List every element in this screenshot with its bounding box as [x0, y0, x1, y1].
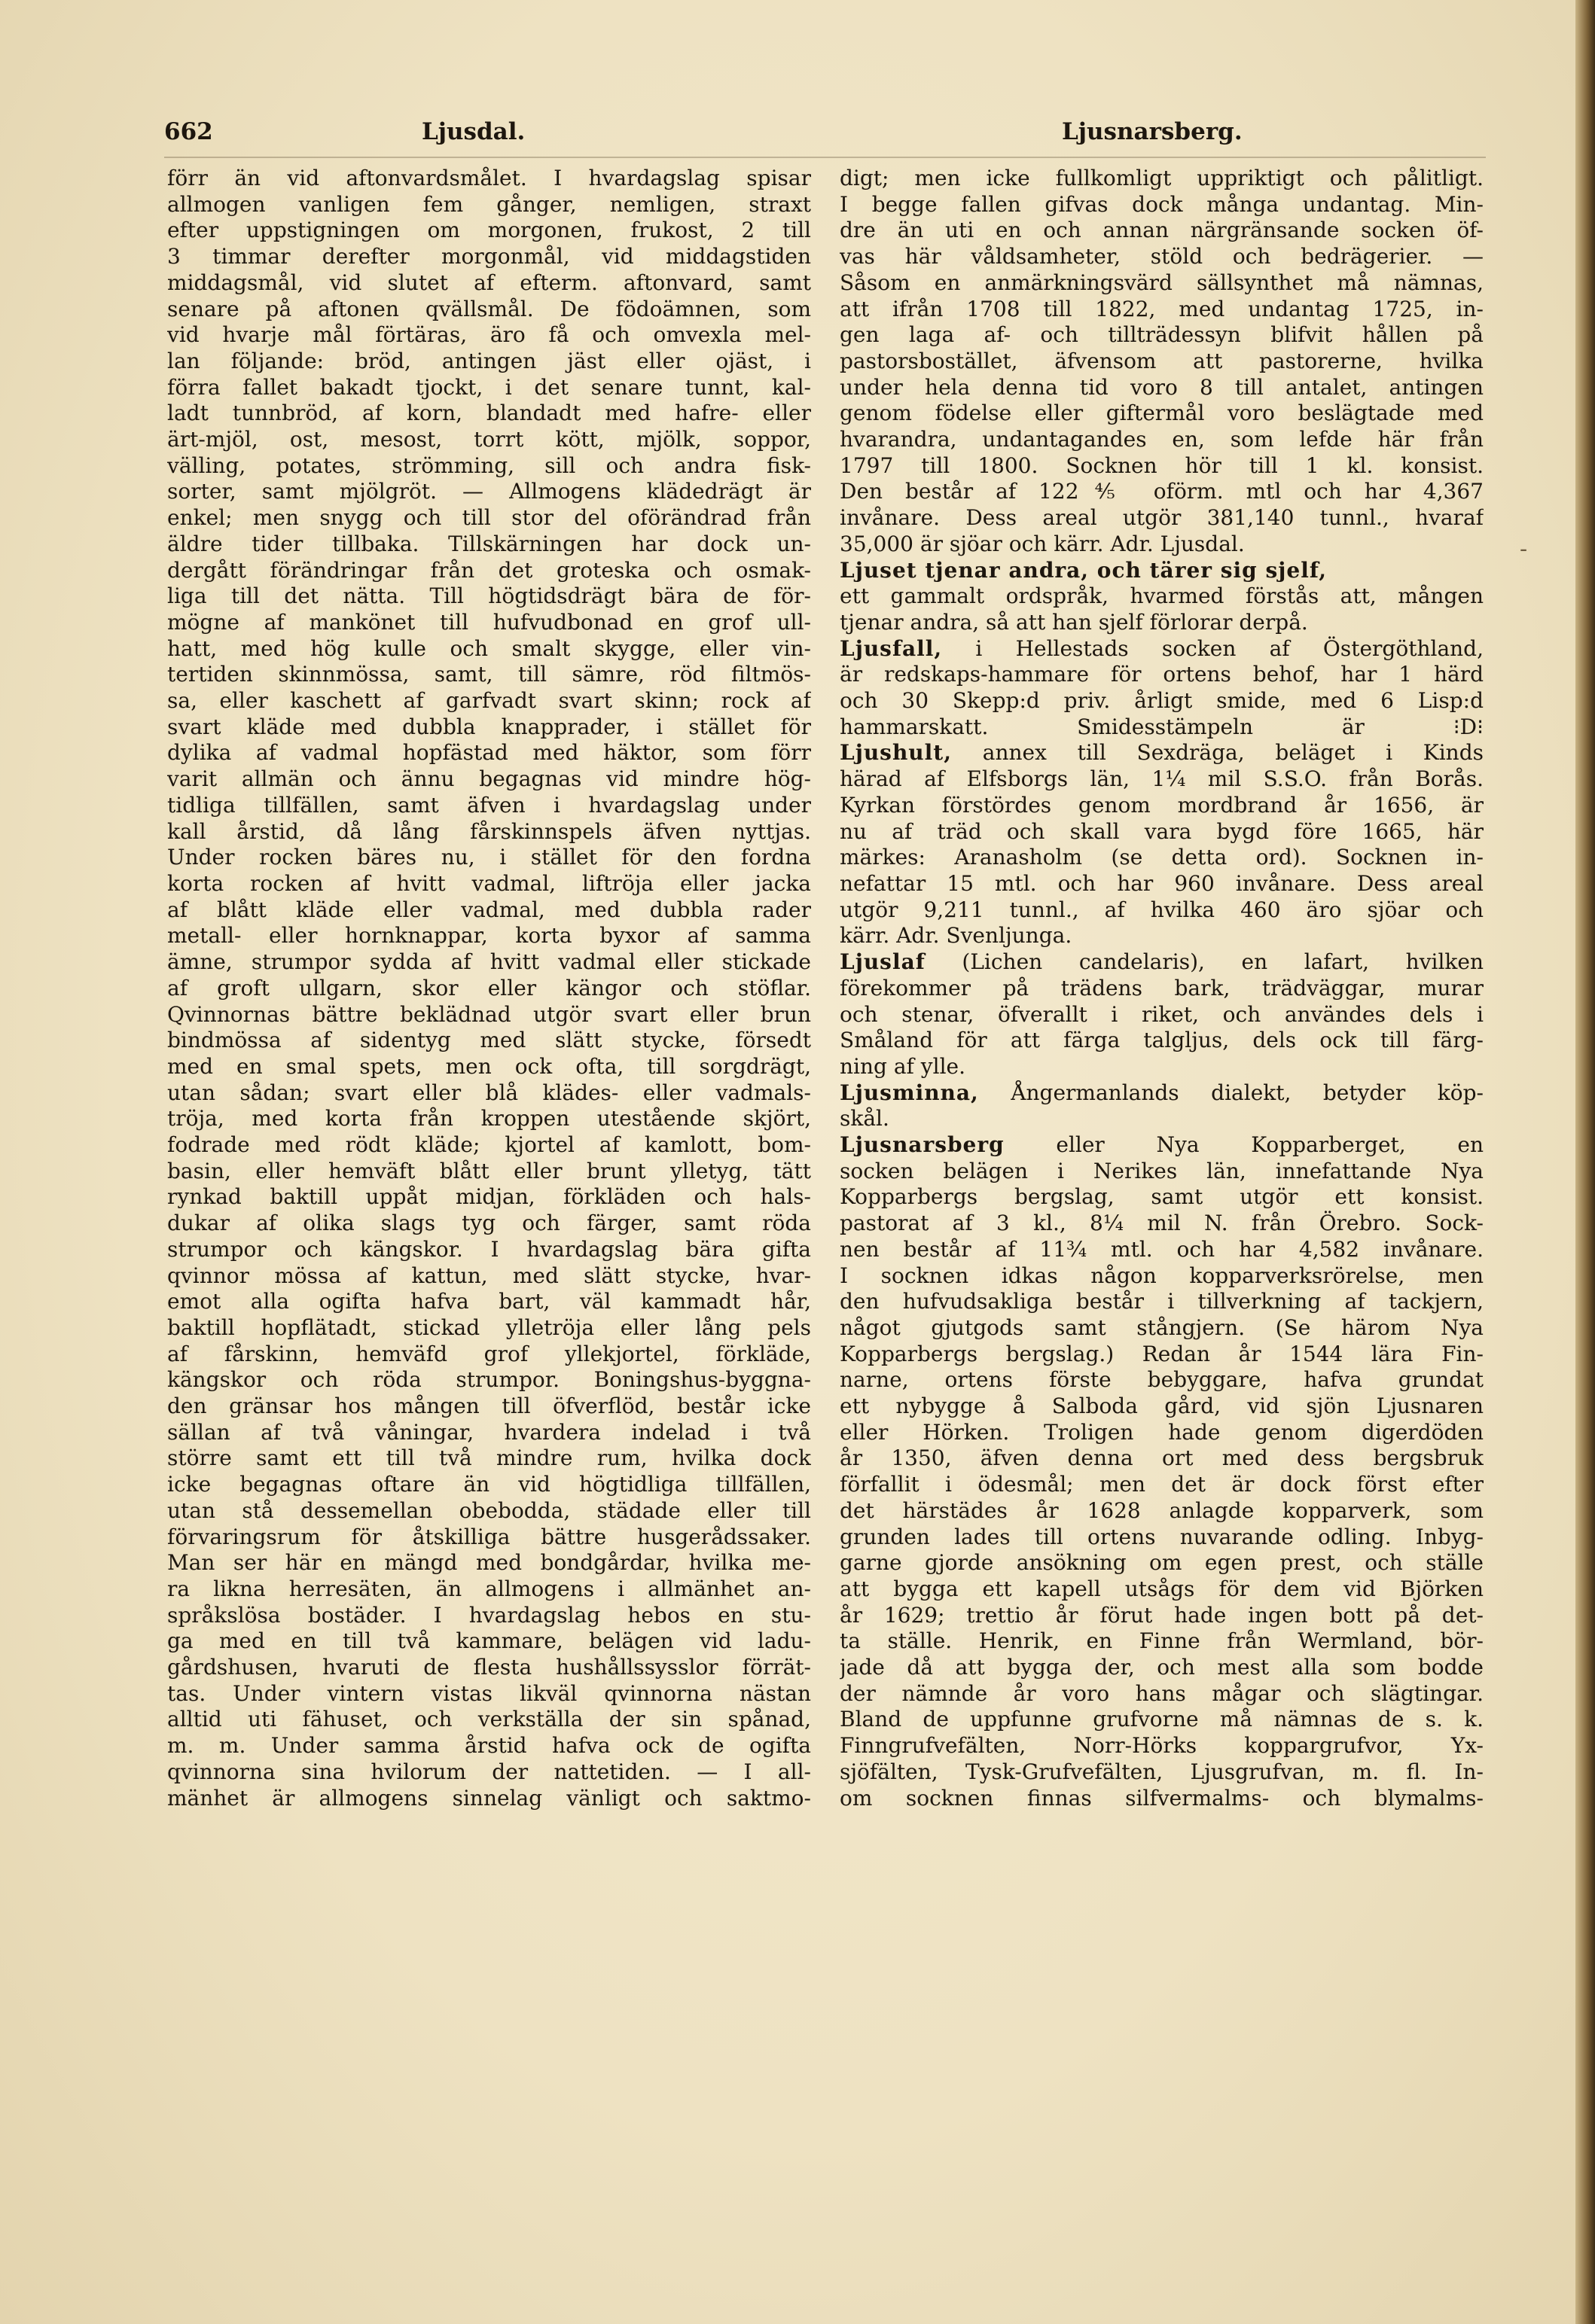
entry-text: I socknen idkas någon kopparverksrörelse, men [840, 1263, 1484, 1288]
text-line: varit allmän och ännu begagnas vid mindre hög- [167, 766, 811, 792]
text-line: rynkad baktill uppåt midjan, förkläden och hals- [167, 1184, 811, 1210]
text-line [840, 401, 1484, 427]
text-line: icke begagnas oftare än vid högtidliga tillfällen, [167, 1472, 811, 1497]
text-line [840, 166, 1484, 192]
entry-text: utgör 9,211 tunnl., af hvilka 460 äro sjöar och [840, 897, 1484, 922]
entry-text: digt; men icke fullkomligt uppriktigt och pålitligt. [840, 166, 1484, 190]
text-line: gårdshusen, hvaruti de flesta hushållssysslor förrät- [167, 1655, 811, 1680]
text-line: fodrade med rödt kläde; kjortel af kamlott, bom- [167, 1132, 811, 1158]
text-line [840, 1080, 1484, 1107]
text-line [840, 1342, 1484, 1368]
text-line: baktill hopflätadt, stickad ylletröja eller lång pels [167, 1314, 811, 1340]
text-line [840, 375, 1484, 401]
text-line [840, 192, 1484, 218]
text-line [840, 1367, 1484, 1393]
text-line: kall årstid, då lång fårskinnspels äfven nyttjas. [167, 818, 811, 844]
text-line: mögne af mankönet till hufvudbonad en grof ull- [167, 609, 811, 635]
text-line: hatt, med hög kulle och smalt skygge, eller vin- [167, 635, 811, 661]
text-line [840, 740, 1484, 766]
text-line [840, 453, 1484, 480]
text-line: ra likna herresäten, än allmogens i allmänhet an- [167, 1576, 811, 1601]
text-line: tröja, med korta från kroppen utestående skjört, [167, 1106, 811, 1132]
text-line [840, 871, 1484, 897]
entry-text: år 1629; trettio år förut hade ingen bott på det- [840, 1602, 1484, 1628]
text-line [840, 479, 1484, 505]
text-line: liga till det nätta. Till högtidsdrägt bära de för- [167, 583, 811, 609]
entry-text: förfallit i ödesmål; men det är dock först efter [840, 1472, 1484, 1497]
text-line: Man ser här en mängd med bondgårdar, hvilka me- [167, 1550, 811, 1576]
text-line: utan stå dessemellan obebodda, städade eller till [167, 1497, 811, 1523]
entry-text: ning af ylle. [840, 1053, 966, 1079]
entry-text: förekommer på trädens bark, trädväggar, murar [840, 975, 1484, 1001]
entry-headword: Ljusminna, [840, 1080, 979, 1105]
text-line: förvaringsrum för åtskilliga bättre husgerådssaker. [167, 1524, 811, 1549]
text-line: kängskor och röda strumpor. Boningshus-byggna- [167, 1367, 811, 1393]
entry-text: vas här våldsamheter, stöld och bedrägerier. — [840, 244, 1484, 270]
text-line [840, 1263, 1484, 1290]
text-line [840, 1445, 1484, 1472]
text-line: tidliga tillfällen, samt äfven i hvardagslag under [167, 792, 811, 818]
text-line [840, 558, 1484, 584]
text-line: m. m. Under samma årstid hafva ock de ogifta [167, 1733, 811, 1759]
entry-text: hammarskatt. Smidesstämpeln är ⁝D⁝ [840, 714, 1484, 739]
text-line: sorter, samt mjölgröt. — Allmogens klädedrägt är [167, 479, 811, 504]
entry-text: den hufvudsakliga består i tillverkning af tackjern, [840, 1289, 1484, 1314]
text-line [840, 1289, 1484, 1315]
entry-headword: Ljushult, [840, 740, 952, 766]
text-line: bindmössa af sidentyg med slätt stycke, försedt [167, 1028, 811, 1053]
entry-text: märkes: Aranasholm (se detta ord). Socknen in- [840, 845, 1484, 870]
entry-text: och stenar, öfverallt i riket, och användes dels i [840, 1001, 1484, 1027]
text-line [840, 1681, 1484, 1707]
entry-text: pastorat af 3 kl., 8¼ mil N. från Örebro. Sock- [840, 1211, 1484, 1236]
text-line: basin, eller hemväft blått eller brunt ylletyg, tätt [167, 1158, 811, 1183]
text-line: tas. Under vintern vistas likväl qvinnorna nästan [167, 1680, 811, 1706]
entry-text: (Lichen candelaris), en lafart, hvilken [925, 949, 1484, 975]
text-line [840, 636, 1484, 662]
text-line: större samt ett till två mindre rum, hvilka dock [167, 1445, 811, 1471]
text-line [840, 819, 1484, 845]
text-line [840, 505, 1484, 532]
entry-text: invånare. Dess areal utgör 381,140 tunnl., hvaraf [840, 505, 1484, 531]
entry-text: narne, ortens förste bebyggare, hafva grundat [840, 1367, 1484, 1393]
text-line [840, 714, 1484, 741]
text-line [840, 793, 1484, 819]
text-line [840, 766, 1484, 793]
running-head-left: Ljusdal. [422, 118, 526, 145]
entry-text: Småland för att färga talgljus, dels ock till färg- [840, 1028, 1484, 1053]
text-line: strumpor och kängskor. I hvardagslag bära gifta [167, 1236, 811, 1262]
text-line: dukar af olika slags tyg och färger, samt röda [167, 1211, 811, 1236]
entry-text: ta ställe. Henrik, en Finne från Wermland, bör- [840, 1628, 1484, 1654]
entry-text: under hela denna tid voro 8 till antalet, antingen [840, 374, 1484, 400]
entry-headword: Ljuslaf [840, 949, 926, 975]
entry-text: der nämnde år voro hans mågar och slägtingar. [840, 1680, 1484, 1706]
entry-text: grunden lades till ortens nuvarande odling. Inbyg- [840, 1524, 1484, 1549]
text-line: den gränsar hos mången till öfverflöd, består icke [167, 1393, 811, 1419]
entry-text: skål. [840, 1106, 889, 1132]
entry-text: annex till Sexdräga, beläget i Kinds [951, 740, 1484, 766]
text-line [840, 1237, 1484, 1263]
text-line: qvinnorna sina hvilorum der nattetiden. — I all- [167, 1759, 811, 1784]
text-line: efter uppstigningen om morgonen, frukost, 2 till [167, 218, 811, 243]
entry-text: Såsom en anmärkningsvärd sällsynthet må nämnas, [840, 270, 1484, 295]
text-line: äldre tider tillbaka. Tillskärningen har dock un- [167, 531, 811, 556]
text-line: vid hvarje mål förtäras, äro få och omvexla mel- [167, 322, 811, 348]
text-line: ämne, strumpor sydda af hvitt vadmal eller stickade [167, 949, 811, 975]
text-line: välling, potates, strömming, sill och andra fisk- [167, 452, 811, 478]
text-line: sa, eller kaschett af garfvadt svart skinn; rock af [167, 688, 811, 714]
text-line [840, 1707, 1484, 1733]
entry-text: 1797 till 1800. Socknen hör till 1 kl. konsist. [840, 452, 1484, 478]
text-line [840, 427, 1484, 453]
text-line: metall- eller hornknappar, korta byxor af samma [167, 923, 811, 949]
right-text-column [840, 166, 1484, 1811]
text-line: med en smal spets, men ock ofta, till sorgdrägt, [167, 1053, 811, 1079]
entry-text: genom födelse eller giftermål voro beslägtade med [840, 401, 1484, 426]
text-line [840, 1002, 1484, 1028]
entry-text: om socknen finnas silfvermalms- och blymalms- [840, 1785, 1484, 1811]
entry-text: I begge fallen gifvas dock många undantag. Min- [840, 191, 1484, 217]
text-line: lan följande: bröd, antingen jäst eller ojäst, i [167, 348, 811, 373]
entry-text: Kyrkan förstördes genom mordbrand år 1656, är [840, 792, 1484, 818]
text-line [840, 1420, 1484, 1446]
entry-text: dre än uti en och annan närgränsande socken öf- [840, 218, 1484, 243]
text-line: svart kläde med dubbla knapprader, i stället för [167, 714, 811, 739]
text-line: middagsmål, vid slutet af efterm. aftonvard, samt [167, 270, 811, 295]
entry-text: Ångermanlands dialekt, betyder köp- [978, 1080, 1484, 1105]
text-line: Under rocken bäres nu, i stället för den fordna [167, 845, 811, 870]
text-line [840, 1498, 1484, 1524]
text-line [840, 1132, 1484, 1159]
text-line [840, 897, 1484, 924]
entry-text: Kopparbergs bergslag, samt utgör ett konsist. [840, 1184, 1484, 1210]
text-line [840, 1603, 1484, 1629]
text-line [840, 1655, 1484, 1681]
text-line: enkel; men snygg och till stor del oförändrad från [167, 505, 811, 531]
entry-text: sjöfälten, Tysk-Grufvefälten, Ljusgrufvan, m. fl. In- [840, 1759, 1484, 1784]
text-line [840, 583, 1484, 610]
text-line [840, 532, 1484, 558]
text-line [840, 1106, 1484, 1132]
entry-text: är redskaps-hammare för ortens behof, har 1 härd [840, 662, 1484, 687]
text-line [840, 1393, 1484, 1420]
text-line [840, 1315, 1484, 1342]
entry-headword: Ljusnarsberg [840, 1132, 1005, 1158]
entry-text: hvarandra, undantagandes en, som lefde här från [840, 427, 1484, 452]
entry-text: garne gjorde ansökning om egen prest, och ställe [840, 1550, 1484, 1576]
text-line [840, 1628, 1484, 1655]
text-line [840, 923, 1484, 949]
entry-headword: Ljuset tjenar andra, och tärer sig sjelf, [840, 557, 1328, 583]
text-line [840, 1524, 1484, 1551]
entry-text: nefattar 15 mtl. och har 960 invånare. Dess areal [840, 870, 1484, 896]
text-line [840, 1211, 1484, 1237]
entry-text: pastorsbostället, äfvensom att pastorerne, hvilka [840, 348, 1484, 373]
text-line: senare på aftonen qvällsmål. De födoämnen, som [167, 296, 811, 321]
text-line [840, 688, 1484, 714]
text-line: allmogen vanligen fem gånger, nemligen, straxt [167, 191, 811, 217]
text-line [840, 1786, 1484, 1812]
entry-text: ett nybygge å Salboda gård, vid sjön Ljusnaren [840, 1393, 1484, 1419]
header-rule [164, 157, 1486, 158]
running-head-right: Ljusnarsberg. [1062, 118, 1243, 145]
entry-headword: Ljusfall, [840, 635, 943, 661]
text-line [840, 218, 1484, 244]
entry-text: nu af träd och skall vara bygd före 1665, här [840, 818, 1484, 844]
text-line [840, 270, 1484, 297]
entry-text: tjenar andra, så att han sjelf förlorar derpå. [840, 609, 1308, 635]
text-line: dergått förändringar från det groteska och osmak- [167, 557, 811, 583]
text-line: qvinnor mössa af kattun, med slätt stycke, hvar- [167, 1263, 811, 1288]
text-line [840, 1054, 1484, 1080]
text-line: förra fallet bakadt tjockt, i det senare tunnt, kal- [167, 374, 811, 400]
text-line [840, 845, 1484, 871]
text-line: språkslösa bostäder. I hvardagslag hebos en stu- [167, 1602, 811, 1628]
entry-text: nen består af 11¾ mtl. och har 4,582 invånare. [840, 1236, 1484, 1262]
entry-text: Bland de uppfunne grufvorne må nämnas de s. k. [840, 1707, 1484, 1732]
book-spine-edge [1575, 0, 1595, 2324]
text-line [840, 349, 1484, 375]
text-line: 3 timmar derefter morgonmål, vid middagstiden [167, 244, 811, 270]
text-line [840, 976, 1484, 1002]
text-line: Qvinnornas bättre beklädnad utgör svart eller brun [167, 1001, 811, 1027]
entry-text: 35,000 är sjöar och kärr. Adr. Ljusdal. [840, 531, 1245, 556]
text-line [840, 949, 1484, 976]
text-line: ga med en till två kammare, belägen vid ladu- [167, 1628, 811, 1654]
entry-text: att bygga ett kapell utsågs för dem vid Björken [840, 1576, 1484, 1601]
entry-text: eller Nya Kopparberget, en [1004, 1132, 1484, 1158]
entry-text: ett gammalt ordspråk, hvarmed förstås att, mången [840, 583, 1484, 609]
entry-text: i Hellestads socken af Östergöthland, [942, 635, 1484, 661]
text-line: korta rocken af hvitt vadmal, liftröja eller jacka [167, 870, 811, 896]
entry-text: härad af Elfsborgs län, 1¼ mil S.S.O. från Borås. [840, 766, 1484, 792]
text-line: mänhet är allmogens sinnelag vänligt och saktmo- [167, 1785, 811, 1811]
entry-text: socken belägen i Nerikes län, innefattande Nya [840, 1158, 1484, 1183]
entry-text: jade då att bygga der, och mest alla som bodde [840, 1655, 1484, 1680]
text-line [840, 1550, 1484, 1576]
page-number: 662 [164, 118, 213, 145]
text-line [840, 1733, 1484, 1759]
text-line [840, 297, 1484, 323]
text-line [840, 1759, 1484, 1786]
text-line: dylika af vadmal hopfästad med häktor, som förr [167, 740, 811, 766]
text-line: ärt-mjöl, ost, mesost, torrt kött, mjölk, soppor, [167, 427, 811, 452]
text-line: af groft ullgarn, skor eller kängor och stöflar. [167, 975, 811, 1001]
entry-text: gen laga af- och tillträdessyn blifvit hållen på [840, 322, 1484, 348]
text-line: utan sådan; svart eller blå klädes- eller vadmals- [167, 1080, 811, 1105]
text-line: sällan af två våningar, hvardera indelad i två [167, 1419, 811, 1445]
text-line: tertiden skinnmössa, samt, till sämre, röd filtmös- [167, 662, 811, 687]
left-text-column [167, 166, 811, 1811]
entry-text: Finngrufvefälten, Norr-Hörks koppargrufvor, Yx- [840, 1733, 1484, 1759]
margin-mark: - [1520, 536, 1528, 562]
text-line: emot alla ogifta hafva bart, väl kammadt hår, [167, 1289, 811, 1314]
text-line [840, 1028, 1484, 1054]
text-line: af blått kläde eller vadmal, med dubbla rader [167, 897, 811, 922]
entry-text: och 30 Skepp:d priv. årligt smide, med 6 Lisp:d [840, 688, 1484, 714]
text-line [840, 322, 1484, 349]
entry-text: kärr. Adr. Svenljunga. [840, 923, 1072, 949]
text-line: af fårskinn, hemväfd grof yllekjortel, förkläde, [167, 1341, 811, 1366]
text-line [840, 662, 1484, 688]
text-line: förr än vid aftonvardsmålet. I hvardagslag spisar [167, 166, 811, 190]
text-line [840, 1159, 1484, 1185]
entry-text: något gjutgods samt stångjern. (Se härom Nya [840, 1314, 1484, 1340]
text-line [840, 1576, 1484, 1603]
text-line [840, 1184, 1484, 1211]
text-line [840, 610, 1484, 636]
entry-text: Den består af 122⅘ oförm. mtl och har 4,367 [840, 479, 1484, 504]
entry-text: eller Hörken. Troligen hade genom digerdöden [840, 1419, 1484, 1445]
entry-text: det härstädes år 1628 anlagde kopparverk, som [840, 1497, 1484, 1523]
entry-text: Kopparbergs bergslag.) Redan år 1544 lära Fin- [840, 1341, 1484, 1366]
entry-text: att ifrån 1708 till 1822, med undantag 1725, in- [840, 296, 1484, 321]
text-line: alltid uti fähuset, och verkställa der sin spånad, [167, 1707, 811, 1732]
text-line: ladt tunnbröd, af korn, blandadt med hafre- eller [167, 401, 811, 426]
text-line [840, 1472, 1484, 1498]
text-line [840, 244, 1484, 270]
entry-text: år 1350, äfven denna ort med dess bergsbruk [840, 1445, 1484, 1471]
